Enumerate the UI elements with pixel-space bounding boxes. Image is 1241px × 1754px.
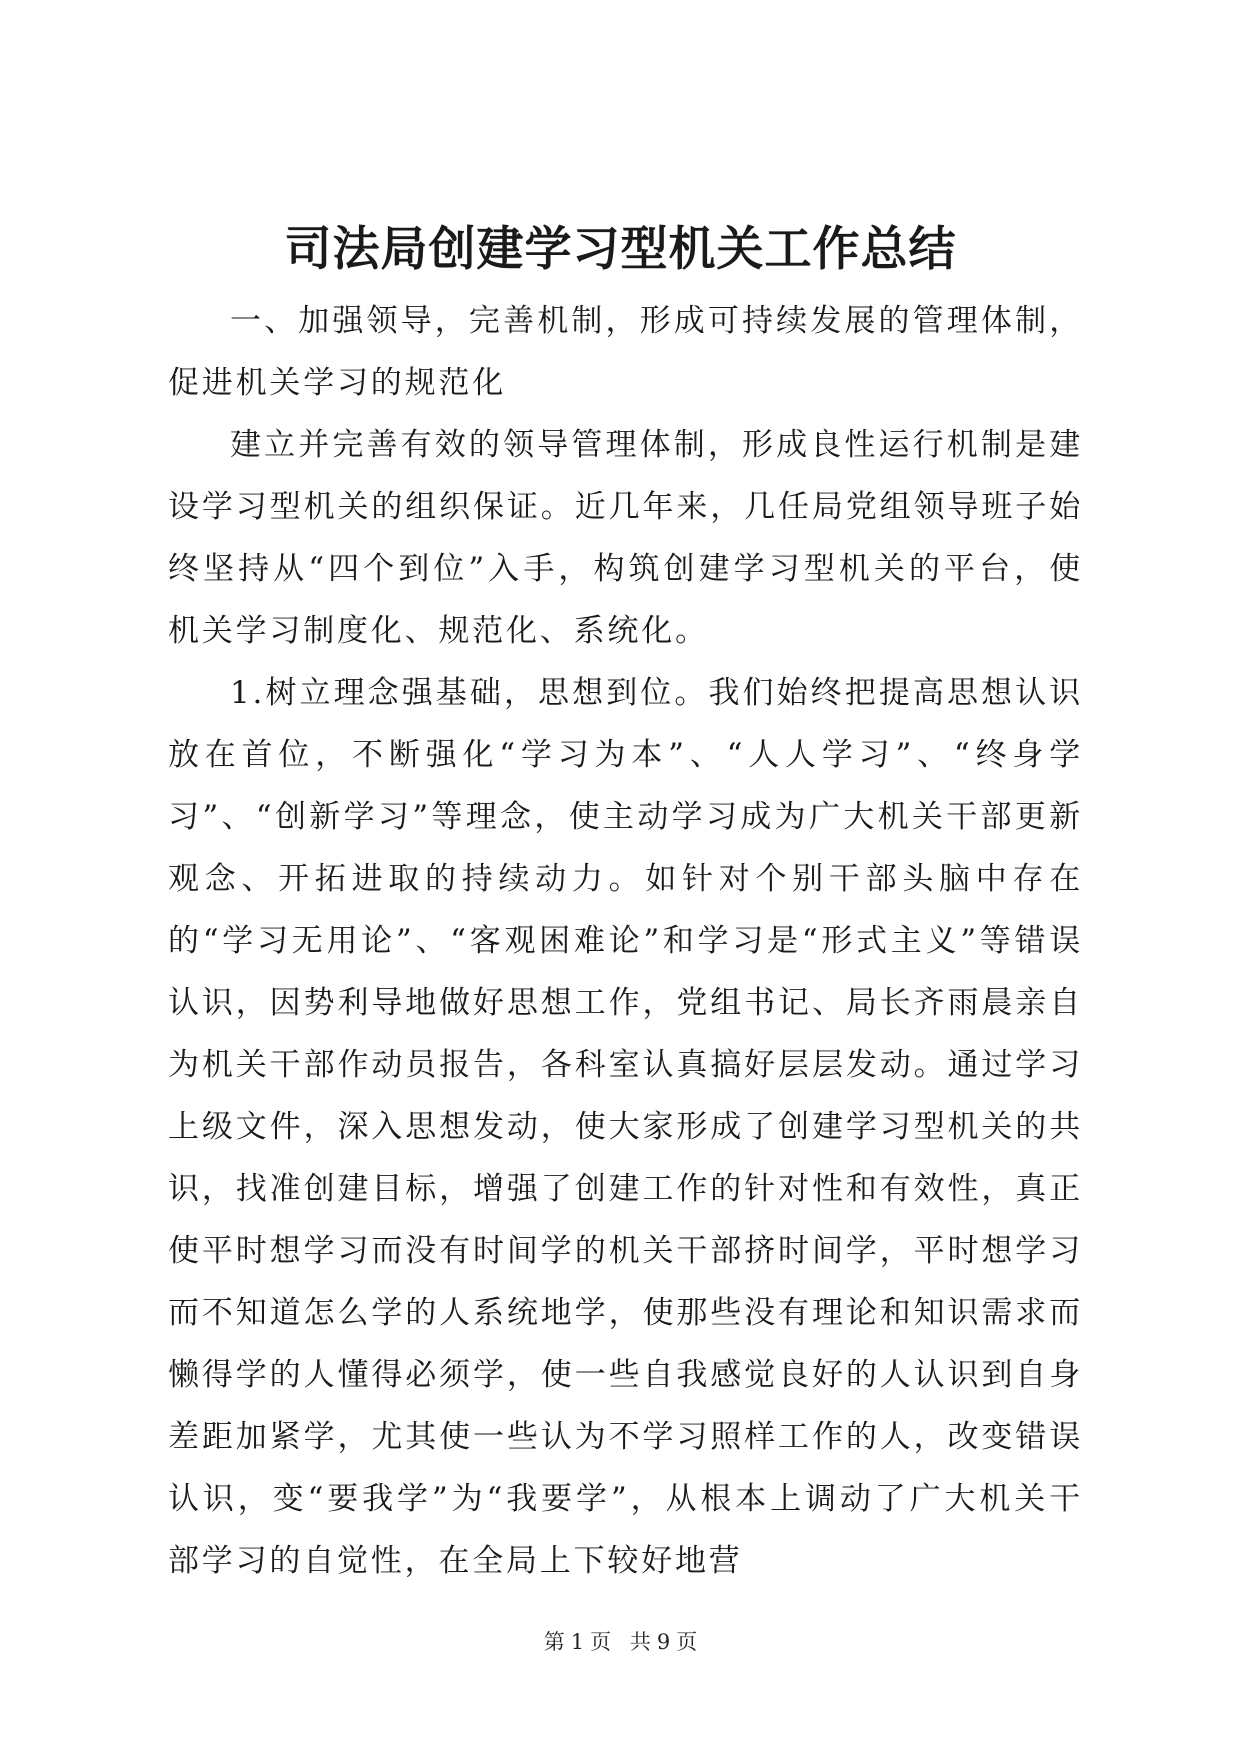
document-body [168,290,1083,1592]
document-title: 司法局创建学习型机关工作总结 [284,222,957,277]
body-paragraph: 1.树立理念强基础，思想到位。我们始终把提高思想认识放在首位，不断强化“学习为本”、“人人学习”、“终身学习”、“创新学习”等理念，使主动学习成为广大机关干部更新观念、开拓进取的持续动力。如针对个别干部头脑中存在的“学习无用论”、“客观困难论”和学习是“形式主义”等错误认识，因势利导地做好思想工作，党组书记、局长齐雨晨亲自为机关干部作动员报告，各科室认真搞好层层发动。通过学习上级文件，深入思想发动，使大家形成了创建学习型机关的共识，找准创建目标，增强了创建工作的针对性和有效性，真正使平时想学习而没有时间学的机关干部挤时间学，平时想学习而不知道怎么学的人系统地学，使那些没有理论和知识需求而懒得学的人懂得必须学，使一些自我感觉良好的人认识到自身差距加紧学，尤其使一些认为不学习照样工作的人，改变错误认识，变“要我学”为“我要学”，从根本上调动了广大机关干部学习的自觉性，在全局上下较好地营 [168,675,1083,1579]
page-total: 共 9 页 [629,1630,698,1654]
body-paragraph: 建立并完善有效的领导管理体制，形成良性运行机制是建设学习型机关的组织保证。近几年来，几任局党组领导班子始终坚持从“四个到位”入手，构筑创建学习型机关的平台，使机关学习制度化、规范化、系统化。 [168,427,1083,649]
section-heading: 一、加强领导，完善机制，形成可持续发展的管理体制，促进机关学习的规范化 [168,303,1083,401]
page-number: 第 1 页 [543,1630,612,1654]
page-footer [0,1627,1241,1657]
